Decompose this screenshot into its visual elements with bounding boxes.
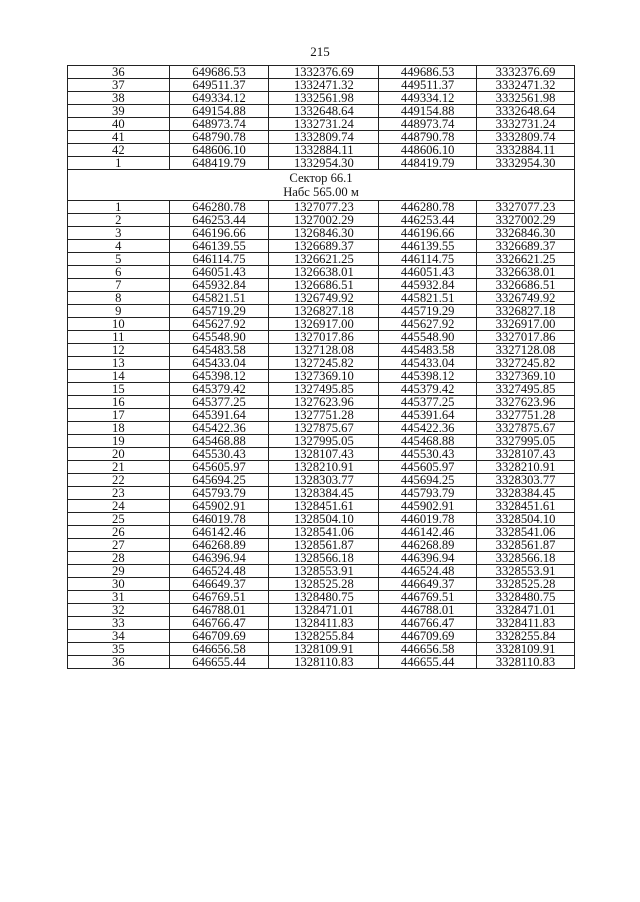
coordinate-cell: 646709.69 xyxy=(169,630,269,643)
coordinate-cell: 646196.66 xyxy=(169,227,269,240)
coordinate-cell: 1332954.30 xyxy=(269,157,379,170)
coordinate-cell: 446655.44 xyxy=(379,656,477,669)
coordinate-cell: 1327623.96 xyxy=(269,396,379,409)
coordinate-cell: 1327875.67 xyxy=(269,422,379,435)
coordinate-cell: 648790.78 xyxy=(169,131,269,144)
coordinate-cell: 646051.43 xyxy=(169,266,269,279)
point-number-cell: 12 xyxy=(68,344,170,357)
table-row xyxy=(68,305,575,318)
coordinate-cell: 3327751.28 xyxy=(477,409,575,422)
point-number-cell: 25 xyxy=(68,513,170,526)
table-row xyxy=(68,253,575,266)
coordinate-cell: 646253.44 xyxy=(169,214,269,227)
point-number-cell: 32 xyxy=(68,604,170,617)
table-row xyxy=(68,565,575,578)
coordinate-cell: 445821.51 xyxy=(379,292,477,305)
coordinate-cell: 1326621.25 xyxy=(269,253,379,266)
coordinate-cell: 1326689.37 xyxy=(269,240,379,253)
coordinate-cell: 1326917.00 xyxy=(269,318,379,331)
coordinate-cell: 645398.12 xyxy=(169,370,269,383)
coordinate-cell: 1328561.87 xyxy=(269,539,379,552)
table-row xyxy=(68,539,575,552)
coordinate-cell: 3328411.83 xyxy=(477,617,575,630)
coordinate-cell: 3328480.75 xyxy=(477,591,575,604)
coordinate-cell: 646655.44 xyxy=(169,656,269,669)
table-row xyxy=(68,266,575,279)
table-row xyxy=(68,331,575,344)
point-number-cell: 40 xyxy=(68,118,170,131)
coordinate-cell: 3327369.10 xyxy=(477,370,575,383)
table-row xyxy=(68,604,575,617)
coordinate-cell: 645548.90 xyxy=(169,331,269,344)
table-row xyxy=(68,630,575,643)
coordinate-cell: 446709.69 xyxy=(379,630,477,643)
coordinate-cell: 3326827.18 xyxy=(477,305,575,318)
coordinate-cell: 448973.74 xyxy=(379,118,477,131)
coordinate-cell: 445398.12 xyxy=(379,370,477,383)
coordinate-cell: 645468.88 xyxy=(169,435,269,448)
coordinate-cell: 3328107.43 xyxy=(477,448,575,461)
coordinate-cell: 3326621.25 xyxy=(477,253,575,266)
coordinate-cell: 448606.10 xyxy=(379,144,477,157)
coordinate-cell: 3328210.91 xyxy=(477,461,575,474)
coordinate-cell: 648973.74 xyxy=(169,118,269,131)
table-row xyxy=(68,396,575,409)
coordinate-cell: 645627.92 xyxy=(169,318,269,331)
point-number-cell: 2 xyxy=(68,214,170,227)
point-number-cell: 5 xyxy=(68,253,170,266)
table-row xyxy=(68,292,575,305)
coordinate-cell: 446268.89 xyxy=(379,539,477,552)
table-row xyxy=(68,409,575,422)
point-number-cell: 41 xyxy=(68,131,170,144)
coordinate-cell: 445530.43 xyxy=(379,448,477,461)
coordinate-cell: 1332731.24 xyxy=(269,118,379,131)
coordinate-cell: 646788.01 xyxy=(169,604,269,617)
coordinate-cell: 3328553.91 xyxy=(477,565,575,578)
table-row xyxy=(68,656,575,669)
coordinate-cell: 1332884.11 xyxy=(269,144,379,157)
coordinate-cell: 1327995.05 xyxy=(269,435,379,448)
coordinate-cell: 3328566.18 xyxy=(477,552,575,565)
point-number-cell: 14 xyxy=(68,370,170,383)
coordinate-cell: 445468.88 xyxy=(379,435,477,448)
sector-row xyxy=(68,170,575,201)
coordinate-cell: 3328525.28 xyxy=(477,578,575,591)
coordinate-cell: 445932.84 xyxy=(379,279,477,292)
table-row xyxy=(68,500,575,513)
sector-height: Набс 565.00 м xyxy=(283,185,359,199)
coordinate-cell: 3327495.85 xyxy=(477,383,575,396)
coordinate-cell: 649154.88 xyxy=(169,105,269,118)
coordinate-cell: 648606.10 xyxy=(169,144,269,157)
coordinate-cell: 646268.89 xyxy=(169,539,269,552)
coordinate-cell: 645483.58 xyxy=(169,344,269,357)
coordinate-cell: 3327017.86 xyxy=(477,331,575,344)
point-number-cell: 28 xyxy=(68,552,170,565)
coordinate-cell: 1327369.10 xyxy=(269,370,379,383)
coordinate-cell: 3328504.10 xyxy=(477,513,575,526)
coordinate-cell: 646769.51 xyxy=(169,591,269,604)
point-number-cell: 36 xyxy=(68,656,170,669)
coordinate-cell: 445694.25 xyxy=(379,474,477,487)
coordinate-cell: 3332809.74 xyxy=(477,131,575,144)
point-number-cell: 19 xyxy=(68,435,170,448)
coordinate-cell: 1332561.98 xyxy=(269,92,379,105)
coordinate-cell: 3332376.69 xyxy=(477,66,575,79)
coordinate-cell: 3328110.83 xyxy=(477,656,575,669)
coordinate-cell: 3328384.45 xyxy=(477,487,575,500)
coordinates-table xyxy=(67,65,575,669)
coordinate-cell: 646114.75 xyxy=(169,253,269,266)
coordinate-cell: 446253.44 xyxy=(379,214,477,227)
coordinate-cell: 1328109.91 xyxy=(269,643,379,656)
coordinate-cell: 645391.64 xyxy=(169,409,269,422)
coordinate-cell: 3327002.29 xyxy=(477,214,575,227)
point-number-cell: 30 xyxy=(68,578,170,591)
coordinate-cell: 1332376.69 xyxy=(269,66,379,79)
coordinate-cell: 645422.36 xyxy=(169,422,269,435)
table-row xyxy=(68,643,575,656)
coordinate-cell: 446019.78 xyxy=(379,513,477,526)
table-row xyxy=(68,435,575,448)
coordinate-cell: 1327245.82 xyxy=(269,357,379,370)
point-number-cell: 23 xyxy=(68,487,170,500)
coordinate-cell: 446656.58 xyxy=(379,643,477,656)
point-number-cell: 24 xyxy=(68,500,170,513)
table-row xyxy=(68,448,575,461)
point-number-cell: 8 xyxy=(68,292,170,305)
coordinate-cell: 645433.04 xyxy=(169,357,269,370)
sector-header xyxy=(68,170,575,201)
coordinate-cell: 1328525.28 xyxy=(269,578,379,591)
coordinate-cell: 1328504.10 xyxy=(269,513,379,526)
coordinate-cell: 3328255.84 xyxy=(477,630,575,643)
coordinate-cell: 1332809.74 xyxy=(269,131,379,144)
point-number-cell: 18 xyxy=(68,422,170,435)
coordinate-cell: 3332561.98 xyxy=(477,92,575,105)
table-row xyxy=(68,105,575,118)
sector-cell xyxy=(68,170,575,201)
coordinate-cell: 445377.25 xyxy=(379,396,477,409)
coordinate-cell: 446139.55 xyxy=(379,240,477,253)
coordinate-cell: 1327751.28 xyxy=(269,409,379,422)
point-number-cell: 7 xyxy=(68,279,170,292)
coordinate-cell: 445433.04 xyxy=(379,357,477,370)
point-number-cell: 37 xyxy=(68,79,170,92)
coordinate-cell: 3328561.87 xyxy=(477,539,575,552)
coordinate-cell: 646524.48 xyxy=(169,565,269,578)
table-row xyxy=(68,383,575,396)
table-row xyxy=(68,279,575,292)
table-row xyxy=(68,131,575,144)
coordinate-cell: 1327017.86 xyxy=(269,331,379,344)
table-row xyxy=(68,92,575,105)
coordinate-cell: 446649.37 xyxy=(379,578,477,591)
coordinate-cell: 646142.46 xyxy=(169,526,269,539)
point-number-cell: 3 xyxy=(68,227,170,240)
coordinate-cell: 646766.47 xyxy=(169,617,269,630)
point-number-cell: 16 xyxy=(68,396,170,409)
table-row xyxy=(68,461,575,474)
table-row xyxy=(68,240,575,253)
coordinate-cell: 645821.51 xyxy=(169,292,269,305)
coordinate-cell: 646656.58 xyxy=(169,643,269,656)
coordinate-cell: 3327623.96 xyxy=(477,396,575,409)
coordinate-cell: 645694.25 xyxy=(169,474,269,487)
table-row xyxy=(68,144,575,157)
table-row xyxy=(68,214,575,227)
coordinate-cell: 1328471.01 xyxy=(269,604,379,617)
point-number-cell: 29 xyxy=(68,565,170,578)
coordinate-cell: 1328411.83 xyxy=(269,617,379,630)
table-row xyxy=(68,552,575,565)
sector-title: Сектор 66.1 xyxy=(289,171,353,185)
table-row xyxy=(68,370,575,383)
coordinate-cell: 448790.78 xyxy=(379,131,477,144)
coordinate-cell: 1328303.77 xyxy=(269,474,379,487)
table-row xyxy=(68,617,575,630)
coordinate-cell: 445391.64 xyxy=(379,409,477,422)
point-number-cell: 27 xyxy=(68,539,170,552)
point-number-cell: 6 xyxy=(68,266,170,279)
coordinate-cell: 445719.29 xyxy=(379,305,477,318)
coordinate-cell: 1328110.83 xyxy=(269,656,379,669)
point-number-cell: 35 xyxy=(68,643,170,656)
coordinate-cell: 3326638.01 xyxy=(477,266,575,279)
coordinate-cell: 445627.92 xyxy=(379,318,477,331)
coordinate-cell: 1327495.85 xyxy=(269,383,379,396)
point-number-cell: 11 xyxy=(68,331,170,344)
coordinate-cell: 3327875.67 xyxy=(477,422,575,435)
coordinate-cell: 446051.43 xyxy=(379,266,477,279)
coordinate-cell: 1326638.01 xyxy=(269,266,379,279)
coordinate-cell: 1328451.61 xyxy=(269,500,379,513)
coordinate-cell: 445605.97 xyxy=(379,461,477,474)
coordinate-cell: 1327128.08 xyxy=(269,344,379,357)
point-number-cell: 1 xyxy=(68,157,170,170)
point-number-cell: 15 xyxy=(68,383,170,396)
coordinate-cell: 446788.01 xyxy=(379,604,477,617)
coordinate-cell: 3326917.00 xyxy=(477,318,575,331)
coordinate-cell: 645605.97 xyxy=(169,461,269,474)
coordinate-cell: 648419.79 xyxy=(169,157,269,170)
coordinate-cell: 1328210.91 xyxy=(269,461,379,474)
coordinate-cell: 446766.47 xyxy=(379,617,477,630)
coordinate-cell: 646649.37 xyxy=(169,578,269,591)
coordinate-cell: 645932.84 xyxy=(169,279,269,292)
point-number-cell: 4 xyxy=(68,240,170,253)
coordinate-cell: 445483.58 xyxy=(379,344,477,357)
coordinate-cell: 3328541.06 xyxy=(477,526,575,539)
table-row xyxy=(68,201,575,214)
point-number-cell: 42 xyxy=(68,144,170,157)
coordinate-cell: 3326689.37 xyxy=(477,240,575,253)
point-number-cell: 10 xyxy=(68,318,170,331)
coordinate-cell: 449511.37 xyxy=(379,79,477,92)
coordinate-cell: 649686.53 xyxy=(169,66,269,79)
coordinate-cell: 445422.36 xyxy=(379,422,477,435)
point-number-cell: 13 xyxy=(68,357,170,370)
table-body-after xyxy=(68,201,575,669)
coordinate-cell: 3327077.23 xyxy=(477,201,575,214)
table-row xyxy=(68,513,575,526)
coordinate-cell: 1328255.84 xyxy=(269,630,379,643)
coordinate-cell: 446142.46 xyxy=(379,526,477,539)
coordinate-cell: 446280.78 xyxy=(379,201,477,214)
coordinate-cell: 645719.29 xyxy=(169,305,269,318)
table-row xyxy=(68,157,575,170)
table-row xyxy=(68,227,575,240)
table-row xyxy=(68,591,575,604)
coordinate-cell: 646280.78 xyxy=(169,201,269,214)
coordinate-cell: 1332471.32 xyxy=(269,79,379,92)
coordinate-cell: 445793.79 xyxy=(379,487,477,500)
coordinate-cell: 3328109.91 xyxy=(477,643,575,656)
coordinate-cell: 1328553.91 xyxy=(269,565,379,578)
coordinate-cell: 646019.78 xyxy=(169,513,269,526)
coordinate-cell: 446396.94 xyxy=(379,552,477,565)
table-row xyxy=(68,118,575,131)
coordinate-cell: 1326827.18 xyxy=(269,305,379,318)
coordinate-cell: 3327128.08 xyxy=(477,344,575,357)
coordinate-cell: 3332884.11 xyxy=(477,144,575,157)
coordinate-cell: 3332731.24 xyxy=(477,118,575,131)
coordinate-cell: 1328541.06 xyxy=(269,526,379,539)
coordinate-cell: 649511.37 xyxy=(169,79,269,92)
point-number-cell: 21 xyxy=(68,461,170,474)
table-row xyxy=(68,318,575,331)
table-row xyxy=(68,66,575,79)
point-number-cell: 34 xyxy=(68,630,170,643)
coordinate-cell: 445902.91 xyxy=(379,500,477,513)
coordinate-cell: 445548.90 xyxy=(379,331,477,344)
coordinate-cell: 645793.79 xyxy=(169,487,269,500)
point-number-cell: 9 xyxy=(68,305,170,318)
point-number-cell: 31 xyxy=(68,591,170,604)
coordinate-cell: 446769.51 xyxy=(379,591,477,604)
coordinate-cell: 446114.75 xyxy=(379,253,477,266)
table-row xyxy=(68,344,575,357)
coordinate-cell: 3328303.77 xyxy=(477,474,575,487)
coordinate-cell: 649334.12 xyxy=(169,92,269,105)
coordinate-cell: 3328451.61 xyxy=(477,500,575,513)
page-number: 215 xyxy=(310,44,330,59)
point-number-cell: 38 xyxy=(68,92,170,105)
coordinate-cell: 1326846.30 xyxy=(269,227,379,240)
coordinate-cell: 449686.53 xyxy=(379,66,477,79)
table-row xyxy=(68,578,575,591)
point-number-cell: 36 xyxy=(68,66,170,79)
coordinate-cell: 645530.43 xyxy=(169,448,269,461)
table-row xyxy=(68,526,575,539)
coordinate-cell: 3327245.82 xyxy=(477,357,575,370)
point-number-cell: 26 xyxy=(68,526,170,539)
coordinate-cell: 645377.25 xyxy=(169,396,269,409)
coordinate-cell: 3327995.05 xyxy=(477,435,575,448)
table-body-before xyxy=(68,66,575,170)
coordinate-cell: 3326846.30 xyxy=(477,227,575,240)
coordinate-cell: 446524.48 xyxy=(379,565,477,578)
coordinate-cell: 646139.55 xyxy=(169,240,269,253)
coordinate-cell: 3328471.01 xyxy=(477,604,575,617)
coordinate-cell: 3332471.32 xyxy=(477,79,575,92)
table-row xyxy=(68,79,575,92)
coordinate-cell: 1326686.51 xyxy=(269,279,379,292)
coordinate-cell: 448419.79 xyxy=(379,157,477,170)
point-number-cell: 39 xyxy=(68,105,170,118)
coordinate-cell: 3332648.64 xyxy=(477,105,575,118)
coordinate-cell: 1327077.23 xyxy=(269,201,379,214)
point-number-cell: 17 xyxy=(68,409,170,422)
coordinate-cell: 1328107.43 xyxy=(269,448,379,461)
point-number-cell: 1 xyxy=(68,201,170,214)
coordinate-cell: 446196.66 xyxy=(379,227,477,240)
coordinate-cell: 645902.91 xyxy=(169,500,269,513)
coordinate-cell: 3326749.92 xyxy=(477,292,575,305)
coordinate-cell: 449334.12 xyxy=(379,92,477,105)
point-number-cell: 22 xyxy=(68,474,170,487)
coordinate-cell: 449154.88 xyxy=(379,105,477,118)
coordinate-cell: 1328384.45 xyxy=(269,487,379,500)
table-row xyxy=(68,422,575,435)
coordinate-cell: 1328480.75 xyxy=(269,591,379,604)
coordinate-cell: 1332648.64 xyxy=(269,105,379,118)
coordinate-cell: 3326686.51 xyxy=(477,279,575,292)
coordinate-cell: 445379.42 xyxy=(379,383,477,396)
coordinate-cell: 1326749.92 xyxy=(269,292,379,305)
coordinate-cell: 3332954.30 xyxy=(477,157,575,170)
point-number-cell: 20 xyxy=(68,448,170,461)
point-number-cell: 33 xyxy=(68,617,170,630)
coordinate-cell: 646396.94 xyxy=(169,552,269,565)
table-row xyxy=(68,474,575,487)
coordinate-cell: 1328566.18 xyxy=(269,552,379,565)
table-row xyxy=(68,357,575,370)
coordinate-cell: 645379.42 xyxy=(169,383,269,396)
table-row xyxy=(68,487,575,500)
coordinate-cell: 1327002.29 xyxy=(269,214,379,227)
